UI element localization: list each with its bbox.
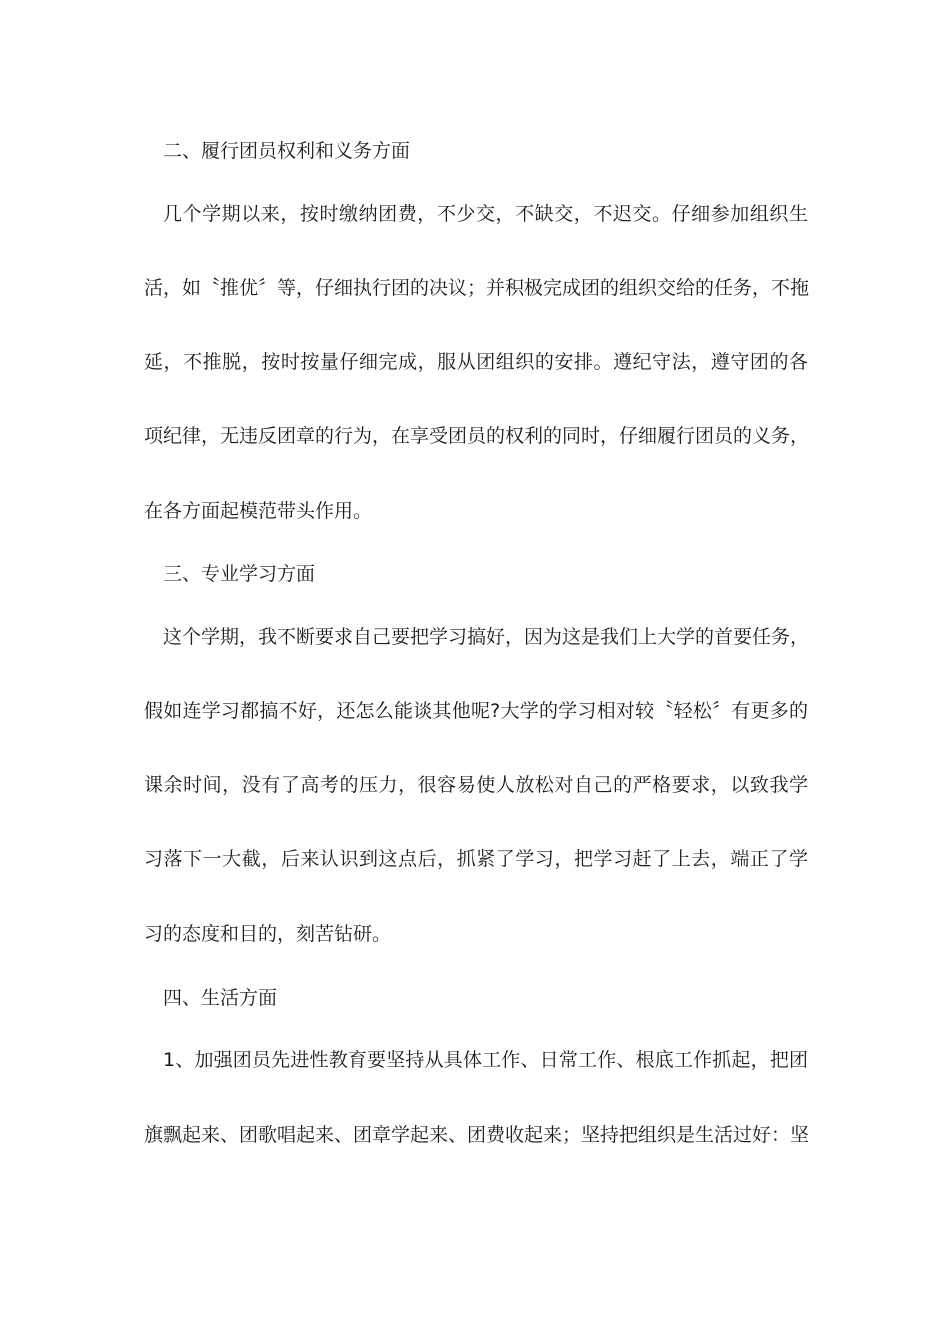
paragraph-line: 活，如〝推优〞等，仔细执行团的决议；并积极完成团的组织交给的任务，不拖 bbox=[144, 277, 810, 299]
paragraph-line: 习落下一大截，后来认识到这点后，抓紧了学习，把学习赶了上去，端正了学 bbox=[144, 848, 808, 870]
paragraph-line: 旗飘起来、团歌唱起来、团章学起来、团费收起来；坚持把组织是生活过好：坚 bbox=[144, 1124, 810, 1146]
section-heading-study: 三、专业学习方面 bbox=[163, 563, 316, 585]
paragraph-line: 假如连学习都搞不好，还怎么能谈其他呢?大学的学习相对较〝轻松〞有更多的 bbox=[144, 700, 808, 722]
paragraph-line: 习的态度和目的，刻苦钻研。 bbox=[144, 923, 392, 945]
paragraph-line: 延，不推脱，按时按量仔细完成，服从团组织的安排。遵纪守法，遵守团的各 bbox=[144, 351, 808, 373]
section-heading-rights-duties: 二、履行团员权利和义务方面 bbox=[163, 140, 411, 162]
paragraph-line: 项纪律，无违反团章的行为，在享受团员的权利的同时，仔细履行团员的义务， bbox=[144, 425, 810, 447]
paragraph-line: 1、加强团员先进性教育要坚持从具体工作、日常工作、根底工作抓起，把团 bbox=[163, 1049, 808, 1071]
paragraph-line: 在各方面起模范带头作用。 bbox=[144, 500, 373, 522]
paragraph-line: 课余时间，没有了高考的压力，很容易使人放松对自己的严格要求，以致我学 bbox=[144, 774, 808, 796]
paragraph-line: 这个学期，我不断要求自己要把学习搞好，因为这是我们上大学的首要任务， bbox=[163, 626, 810, 648]
paragraph-line: 几个学期以来，按时缴纳团费，不少交，不缺交，不迟交。仔细参加组织生 bbox=[163, 203, 808, 225]
section-heading-life: 四、生活方面 bbox=[163, 987, 278, 1009]
